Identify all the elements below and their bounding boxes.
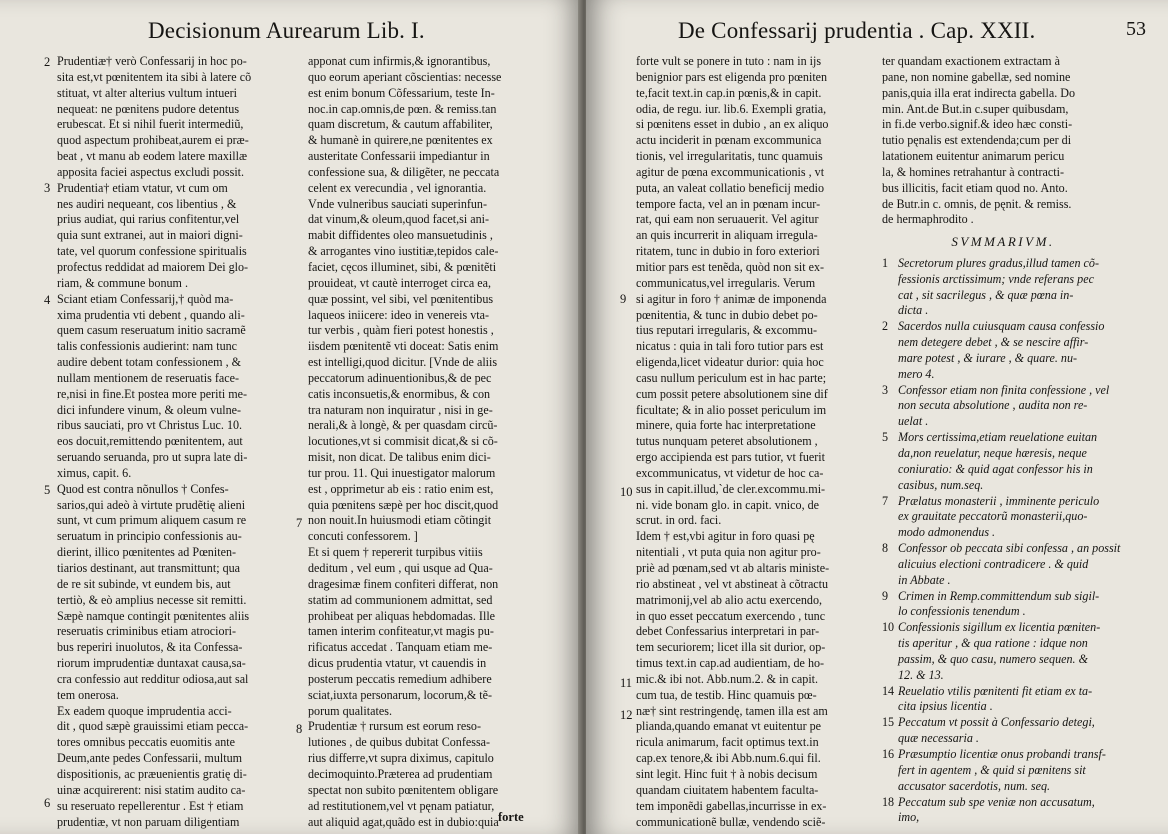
summary-line: [882, 272, 1138, 288]
text-line: decimoquinto.Præterea ad prudentiam: [308, 766, 493, 781]
text-line: est intelligi,quod dicitur. [Vnde de aliis: [308, 355, 498, 370]
summary-text: modo admonendus .: [898, 525, 996, 540]
summary-text: nem detegere debet , & se nescire affir-: [898, 335, 1089, 350]
summary-line: [882, 446, 1138, 462]
summary-line: [882, 541, 1138, 557]
summary-line: [882, 763, 1138, 779]
summary-line: [882, 589, 1138, 605]
text-line: matrimonij,vel ab alio actu exercendo,: [636, 592, 823, 607]
text-line: pœnitentia, & tunc in dubio debet po-: [636, 307, 818, 322]
text-line: la, & homines retrahantur à contracti-: [882, 164, 1065, 179]
text-line: prius audiat, qui rarius confitentur,vel: [57, 212, 240, 227]
text-line: nes audiri nequeant, cos libentius , &: [57, 196, 237, 211]
summary-item-number: 14: [882, 683, 895, 698]
text-line: prouideat, vt cautè interroget circa ea,: [308, 275, 491, 290]
summary-item-number: 2: [882, 319, 889, 334]
text-line: noc.in cap.omnis,de pœn. & remiss.tan: [308, 101, 497, 116]
right-column-2: [882, 54, 1128, 228]
text-line: si agitur in foro † animæ de imponenda: [636, 291, 827, 306]
summary-line: [882, 652, 1138, 668]
summary-line: [882, 303, 1138, 319]
summary-item-number: 7: [882, 493, 889, 508]
text-line: Idem † est,vbi agitur in foro quasi pę: [636, 529, 815, 544]
text-line: ritatem, tunc in dubio in foro exteriori: [636, 244, 820, 259]
summary-list: [882, 256, 1138, 826]
text-line: mic.& ibi not. Abb.num.2. & in capit.: [636, 671, 819, 686]
summary-line: [882, 779, 1138, 795]
summary-text: 12. & 13.: [898, 667, 944, 682]
left-column-1: [57, 54, 297, 830]
summary-line: [882, 604, 1138, 620]
margin-number: 2: [44, 55, 51, 69]
text-line: si pœnitens esset in dubio , an ex aliquo: [636, 117, 829, 132]
summary-item-number: 18: [882, 794, 895, 809]
text-line: nicatus : quia in tali foro tutior pars est: [636, 339, 824, 354]
summary-line: [882, 398, 1138, 414]
text-line: in quo esset peccatum exercendo , tunc: [636, 608, 826, 623]
summary-text: Reuelatio vtilis pœnitenti fit etiam ex ta-: [898, 683, 1093, 698]
summary-line: [882, 699, 1138, 715]
text-line: bus illicitis, facit etiam quod no. Anto.: [882, 180, 1068, 195]
summary-line: [882, 414, 1138, 430]
summary-line: [882, 478, 1138, 494]
summary-item-number: 10: [882, 620, 895, 635]
summary-text: imo,: [898, 810, 920, 825]
text-line: laqueos iniicere: ideo in venereis vta-: [308, 307, 489, 322]
text-line: deditum , vel eum , qui usque ad Qua-: [308, 561, 493, 575]
text-line: nequeat: ne pœnitens pudore detentus: [57, 101, 240, 116]
text-line: tempore facta, vel an in pœnam incur-: [636, 196, 821, 211]
text-line: tem securiorem; licet illa sit durior, op-: [636, 640, 826, 655]
margin-number: 12: [620, 708, 633, 722]
text-line: faciet, cęcos illuminet, sibi, & pœnitẽti: [308, 259, 497, 274]
text-line: statim ad communionem admittat, sed: [308, 592, 493, 607]
text-line: beat , vt manu ab eodem latere maxillæ: [57, 149, 248, 164]
text-line: Prudentiæ † rursum est eorum reso-: [308, 719, 481, 734]
summary-text: Confessor etiam non finita confessione , vel: [898, 382, 1110, 397]
text-line: Prudentiæ† verò Confessarij in hoc po-: [57, 54, 247, 68]
text-line: sint legit. Hinc fuit † à nobis decisum: [636, 766, 818, 781]
text-line: apponat cum infirmis,& ignorantibus,: [308, 54, 491, 68]
summary-line: [882, 636, 1138, 652]
text-line: latationem euitentur animarum pericu: [882, 149, 1065, 164]
text-line: sus in capit.illud,`de cler.excommu.mi-: [636, 481, 826, 496]
text-line: tate, vel quorum confessione spiritualis: [57, 244, 247, 259]
text-line: est , opprimetur ab eis : ratio enim est,: [308, 481, 494, 496]
text-line: tionis, vel irregularitatis, tunc quamuis: [636, 149, 823, 164]
text-line: Sæpè namque contingit pœnitentes aliis: [57, 608, 250, 623]
text-line: ricula animarum, facit optimus text.in: [636, 735, 819, 750]
summary-line: [882, 557, 1138, 573]
text-line: mabit diffidentes oleo mansuetudinis ,: [308, 228, 493, 243]
text-line: ximus, capit. 6.: [57, 465, 132, 480]
summary-text: passim, & quo casu, numero sequen. &: [898, 651, 1089, 666]
text-line: rio abstineat , vel vt abstineat à cõtractu: [636, 576, 829, 591]
text-line: audire debent totam confessionem , &: [57, 355, 242, 370]
text-line: re,nisi in fine.Et postea more periti me-: [57, 386, 248, 401]
summary-text: Peccatum vt possit à Confessario detegi,: [898, 715, 1095, 730]
text-line: panis,quia illa erat indirecta gabella. Do: [882, 85, 1076, 100]
summary-line: [882, 525, 1138, 541]
text-line: dat vinum,& oleum,quod facet,si ani-: [308, 212, 490, 227]
text-line: min. Ant.de But.in c.super quibusdam,: [882, 101, 1069, 116]
summary-text: alicuius electioni contradicere . & quid: [898, 556, 1089, 571]
text-line: Deum,ante pedes Confessarii, multum: [57, 751, 243, 766]
text-line: nerali,& à longè, & per quasdam circũ-: [308, 418, 498, 433]
text-line: est enim bonum Cõfessarium, teste In-: [308, 85, 495, 100]
catchword: forte: [498, 810, 524, 824]
summary-text: in Abbate .: [898, 572, 951, 587]
left-running-header: Decisionum Aurearum Lib. I.: [148, 18, 425, 43]
summary-line: [882, 462, 1138, 478]
text-line: ribus sauciati, pro vt Christus Luc. 10.: [57, 418, 243, 433]
text-line: actu inciderit in pœnam excommunica: [636, 133, 822, 148]
text-line: quandam ciuitatem habentem faculta-: [636, 782, 819, 797]
text-line: prudentiæ, vt non paruam diligentiam: [57, 814, 240, 829]
text-line: rificatus accedat . Tanquam etiam me-: [308, 640, 493, 655]
text-line: tur verbis , quàm fieri potest honestis ,: [308, 323, 494, 338]
text-line: sarios,qui adeò à virtute prudẽtię alieni: [57, 497, 246, 512]
text-line: de re sit subinde, vt eundem bis, aut: [57, 576, 231, 591]
text-line: scrut. in ord. faci.: [636, 513, 722, 528]
text-line: debet Confessarius interpretari in par-: [636, 624, 820, 639]
text-line: ad restitutionem,vel vt pęnam patiatur,: [308, 798, 495, 813]
text-line: tores omnibus peccatis euomitis ante: [57, 735, 236, 750]
text-line: seruando seruanda, pro ut supra late di-: [57, 450, 248, 465]
text-line: su reseruato repellerentur . Est † etiam: [57, 798, 244, 813]
left-column-2: [308, 54, 552, 830]
text-line: dierint, illico pœnitentes ad Pœniten-: [57, 545, 237, 560]
text-line: an quis incurrerit in aliquam irregula-: [636, 228, 818, 243]
margin-number: 9: [620, 292, 627, 306]
summary-text: casibus, num.seq.: [898, 477, 984, 492]
text-line: pane, non nomine gabellæ, sed nomine: [882, 69, 1071, 84]
summary-line: [882, 367, 1138, 383]
margin-number: 10: [620, 485, 633, 499]
text-line: minere, quia forte hac interpretatione: [636, 418, 816, 433]
text-line: dit , quod sæpè grauissimi etiam pecca-: [57, 719, 249, 734]
summary-item-number: 9: [882, 588, 889, 603]
text-line: & humanè in quirere,ne pœnitentes ex: [308, 133, 493, 148]
text-line: iisdem pœnitentẽ vti doceat: Satis enim: [308, 339, 499, 354]
text-line: Vnde vulneribus sauciati superinfun-: [308, 196, 488, 211]
summary-text: Secretorum plures gradus,illud tamen cõ-: [898, 255, 1099, 270]
text-line: sita est,vt pœnitentem ita sibi à latere cõ: [57, 69, 252, 84]
text-line: peccatorum adinuentionibus,& de pec: [308, 370, 492, 385]
text-line: communicationẽ bullæ, vendendo sciẽ-: [636, 814, 826, 829]
summary-text: mare potest , & iurare , & quare. nu-: [898, 350, 1078, 365]
text-line: communicatus,vel irregularis. Verum: [636, 275, 816, 290]
text-line: cum tua, de testib. Hinc quamuis pœ-: [636, 687, 817, 702]
text-line: odia, de regu. iur. lib.6. Exempli gratia,: [636, 101, 827, 116]
text-line: te,facit text.in cap.in pœnis,& in capit.: [636, 85, 822, 100]
summary-text: non secuta absolutione , audita non re-: [898, 398, 1088, 413]
text-line: quia pœnitens sæpè per hoc discit,quod: [308, 497, 499, 512]
text-line: quod aspectum prohibeat,aurem ei præ-: [57, 133, 249, 148]
text-line: tem onerosa.: [57, 687, 119, 702]
summary-text: cat , sit sacrilegus , & quæ pœna in-: [898, 287, 1074, 302]
right-running-header: De Confessarij prudentia . Cap. XXII.: [678, 18, 1036, 43]
summary-heading: SVMMARIVM.: [951, 234, 1055, 249]
text-line: misit, non dicat. De talibus enim dici-: [308, 450, 491, 465]
text-line: forte vult se ponere in tuto : nam in ijs: [636, 54, 822, 68]
text-line: tem imponẽdi gabellas,incurrisse in ex-: [636, 798, 827, 813]
text-line: quæ possint, vel sibi, vel pœnitentibus: [308, 291, 494, 306]
text-line: benignior pars est eligenda pro pœniten: [636, 69, 828, 84]
summary-text: Sacerdos nulla cuiusquam causa confessio: [898, 319, 1105, 334]
summary-text: Crimen in Remp.committendum sub sigil-: [898, 588, 1100, 603]
margin-number: 4: [44, 293, 51, 307]
summary-text: Prælatus monasterii , imminente periculo: [898, 493, 1100, 508]
summary-text: cita ipsius licentia .: [898, 699, 993, 714]
summary-text: fessionis arctissimum; vnde referans pec: [898, 271, 1094, 286]
right-column-1: [636, 54, 872, 830]
text-line: tur prou. 11. Qui inuestigator malorum: [308, 465, 496, 480]
text-line: profectus reddidat ad maiorem Dei glo-: [57, 259, 249, 274]
right-page: [586, 0, 1168, 834]
summary-item-number: 3: [882, 382, 889, 397]
margin-number: 11: [620, 676, 633, 690]
margin-number: 8: [296, 722, 303, 736]
summary-text: lo confessionis tenendum .: [898, 604, 1026, 619]
summary-item-number: 16: [882, 747, 895, 761]
text-line: dicus prudentia vtatur, vt cauendis in: [308, 656, 487, 671]
text-line: uinæ acquirerent: nisi statim audito ca-: [57, 782, 246, 797]
text-line: concuti confessorem. ]: [308, 529, 418, 544]
summary-item-number: 1: [882, 255, 889, 270]
text-line: dici infundere vinum, & oleum vulne-: [57, 402, 242, 417]
text-line: ni. vide bonam glo. in capit. vnico, de: [636, 497, 820, 512]
margin-number: 3: [44, 181, 51, 195]
text-line: erubescat. Et si nihil fuerit intermediũ,: [57, 117, 244, 132]
summary-line: [882, 383, 1138, 399]
text-line: tius reputari irregularis, & excommu-: [636, 323, 818, 338]
text-line: austeritate Confessarii impediantur in: [308, 149, 490, 164]
text-line: locutiones,vt si commisit dicat,& si cõ-: [308, 434, 498, 449]
summary-text: Præsumptio licentiæ onus probandi transf-: [898, 747, 1106, 761]
text-line: porum qualitates.: [308, 703, 392, 718]
text-line: Et si quem † repererit turpibus vitiis: [308, 545, 483, 560]
text-line: ter quandam exactionem extractam à: [882, 54, 1060, 68]
text-line: rat, qui eam non seruauerit. Vel agitur: [636, 212, 819, 227]
text-line: tra naturam non inquiratur , nisi in ge-: [308, 402, 493, 417]
summary-line: [882, 795, 1138, 811]
text-line: quia sunt extranei, aut in maiori digni-: [57, 228, 243, 243]
summary-line: [882, 288, 1138, 304]
summary-text: coniuratio: & quid agat confessor his in: [898, 461, 1093, 476]
page-number: 53: [1126, 18, 1146, 40]
text-line: catis inconsuetis,& enormibus, & con: [308, 386, 491, 401]
text-line: talis confessionis audierint: nam tunc: [57, 339, 238, 354]
text-line: eligenda,licet videatur durior: quia hoc: [636, 355, 824, 370]
text-line: dragesimæ finem confiteri differat, non: [308, 576, 499, 591]
margin-number: 7: [296, 516, 303, 530]
text-line: timus text.in cap.ad audientiam, de ho-: [636, 656, 825, 671]
summary-line: [882, 620, 1138, 636]
summary-line: [882, 335, 1138, 351]
summary-line: [882, 573, 1138, 589]
text-line: nitentiali , vt puta quia non agitur pro-: [636, 545, 821, 560]
text-line: non nouit.In huiusmodi etiam cõtingit: [308, 513, 492, 528]
text-line: de Butr.in c. omnis, de pęnit. & remiss.: [882, 196, 1072, 211]
text-line: quem casum reseruatum initio sacramẽ: [57, 323, 246, 338]
summary-line: [882, 684, 1138, 700]
text-line: Quod est contra nõnullos † Confes-: [57, 481, 229, 496]
summary-line: [882, 351, 1138, 367]
text-line: tertiò, & eò amplius necesse sit remitti.: [57, 592, 247, 607]
text-line: tutus nunquam peteret absolutionem ,: [636, 434, 818, 449]
text-line: Prudentia† etiam vtatur, vt cum om: [57, 180, 228, 195]
summary-text: dicta .: [898, 303, 929, 318]
summary-text: tis aperitur , & qua ratione : idque non: [898, 636, 1088, 651]
text-line: quam discretum, & cautum affabiliter,: [308, 117, 493, 132]
summary-text: Confessor ob peccata sibi confessa , an possit: [898, 541, 1121, 556]
summary-text: fert in agentem , & quid si pœnitens sit: [898, 762, 1086, 777]
text-line: riorum imprudentiæ duntaxat causa,sa-: [57, 656, 246, 671]
summary-line: [882, 747, 1138, 763]
text-line: in fi.de verbo.signif.& ideo hæc consti-: [882, 117, 1073, 132]
text-line: cum possit petere absolutionem sine dif: [636, 386, 828, 401]
margin-number: 5: [44, 483, 51, 497]
summary-item-number: 8: [882, 541, 889, 556]
text-line: agitur de pœna excommunicationis , vt: [636, 164, 825, 179]
summary-text: Mors certissima,etiam reuelatione euitan: [898, 430, 1098, 445]
text-line: posterum peccatis remedium adhibere: [308, 671, 492, 686]
summary-line: [882, 731, 1138, 747]
summary-line: [882, 668, 1138, 684]
text-line: excommunicatus, vt videtur de hoc ca-: [636, 465, 824, 480]
text-line: seruatum in principio confessionis au-: [57, 529, 242, 544]
summary-line: [882, 494, 1138, 510]
text-line: lutiones , de quibus dubitat Confessa-: [308, 735, 491, 750]
summary-text: uelat .: [898, 414, 929, 429]
text-line: Ex eadem quoque imprudentia acci-: [57, 703, 232, 718]
text-line: cap.ex tenore,& ibi Abb.num.6.qui fil.: [636, 751, 821, 766]
text-line: de hermaphrodito .: [882, 212, 974, 227]
summary-item-number: 5: [882, 430, 889, 445]
text-line: sciat,iuxta personarum, locorum,& tẽ-: [308, 687, 493, 702]
text-line: tiarios destinant, aut transmittunt; qua: [57, 561, 241, 575]
text-line: apposita faciei aspectus excludi possit.: [57, 164, 245, 179]
text-line: tutio pęnalis est extendenda;cum per di: [882, 133, 1072, 148]
text-line: ficultate; & in alio posset periculum im: [636, 402, 827, 417]
text-line: cra confessio aut redditur odiosa,aut sal: [57, 671, 249, 686]
text-line: prohibeat per aliquas hebdomadas. Ille: [308, 608, 496, 623]
text-line: riam, & commune bonum .: [57, 275, 188, 290]
text-line: plianda,quando emanat vt euitentur pe: [636, 719, 822, 734]
summary-line: [882, 810, 1138, 826]
summary-text: da,non reuelatur, neque hæresis, neque: [898, 445, 1087, 460]
summary-text: mero 4.: [898, 366, 935, 381]
text-line: tamen interim confiteatur,vt magis pu-: [308, 624, 494, 639]
summary-text: Confessionis sigillum ex licentia pœniten-: [898, 620, 1101, 635]
text-line: rius differre,vt supra diximus, capitulo: [308, 751, 494, 766]
summary-text: Peccatum sub spe veniæ non accusatum,: [898, 794, 1095, 809]
summary-line: [882, 509, 1138, 525]
summary-line: [882, 256, 1138, 272]
text-line: aut aliquid agat,quãdo est in dubio:quia: [308, 814, 499, 829]
text-line: stituat, vt alter alterius vultum intueri: [57, 85, 238, 100]
text-line: ergo accipienda est pars tutior, vt fuerit: [636, 450, 826, 465]
summary-block: [868, 226, 1138, 826]
text-line: puta, an valeat collatio beneficij medio: [636, 180, 825, 195]
text-line: celent ex verecundia , vel ignorantia.: [308, 180, 487, 195]
left-page: [0, 0, 582, 834]
text-line: quo eorum aperiant cõscientias: necesse: [308, 69, 502, 84]
summary-item-number: 15: [882, 715, 895, 730]
text-line: reseruatis criminibus etiam atrociori-: [57, 624, 236, 639]
text-line: confessione sua, & diligẽter, ne peccata: [308, 164, 500, 179]
summary-line: [882, 430, 1138, 446]
text-line: eos docuit,remittendo pœnitentem, aut: [57, 434, 243, 449]
text-line: dispositionis, ac præuenientis gratię di-: [57, 766, 247, 781]
summary-text: accusator sacerdotis, num. seq.: [898, 778, 1051, 793]
text-line: nullam mentionem de reseruatis face-: [57, 370, 240, 385]
text-line: sunt, vt cum primum aliquem casum re: [57, 513, 247, 528]
margin-number: 6: [44, 796, 51, 810]
text-line: casu nullum periculum est in hac parte;: [636, 370, 827, 385]
text-line: priè ad pœnam,sed vt ab altaris ministe-: [636, 561, 830, 575]
summary-line: [882, 715, 1138, 731]
text-line: Sciant etiam Confessarij,† quòd ma-: [57, 291, 234, 306]
summary-text: ex grauitate peccatorũ monasterii,quo-: [898, 509, 1088, 524]
text-line: & arrogantes vino iustitiæ,tepidos cale-: [308, 244, 499, 259]
text-line: mitior pars est tenẽda, quòd non sit ex-: [636, 259, 825, 274]
text-line: spectat non subito pœnitentem obligare: [308, 782, 499, 797]
text-line: næ† sint restringendę, tamen illa est am: [636, 703, 828, 718]
summary-line: [882, 319, 1138, 335]
text-line: xima prudentia vti debent , quando ali-: [57, 307, 245, 322]
text-line: bus reperiri inuolutos, & ita Confessa-: [57, 640, 243, 655]
summary-text: quæ necessaria .: [898, 731, 979, 746]
